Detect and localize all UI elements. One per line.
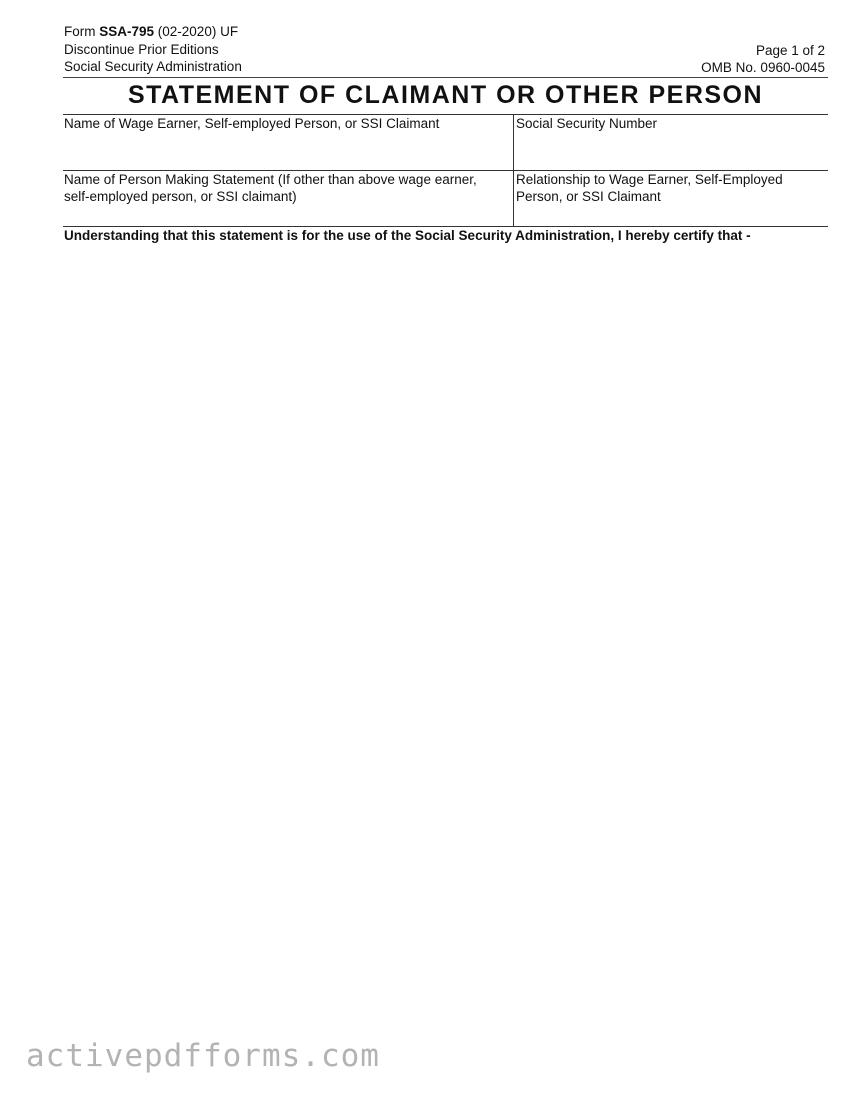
form-row-statement-maker [63,170,828,227]
form-revision: (02-2020) UF [154,24,239,39]
page-number: Page 1 of 2 [755,43,825,58]
relationship-field[interactable] [513,171,828,227]
wage-earner-name-field[interactable] [64,116,504,133]
ssn-label: Social Security Number [516,116,658,131]
header-divider [63,77,828,78]
omb-number: OMB No. 0960-0045 [701,60,825,75]
table-bottom-rule [63,226,828,227]
form-title: STATEMENT OF CLAIMANT OR OTHER PERSON [127,81,764,109]
form-header-right [701,42,825,76]
watermark: activepdfforms.com [26,1038,380,1074]
agency-name: Social Security Administration [64,59,242,74]
editions-note: Discontinue Prior Editions [64,41,219,57]
form-identifier [64,23,242,41]
wage-earner-name-label: Name of Wage Earner, Self-employed Person, or SSI Claimant [64,116,440,131]
certification-statement: Understanding that this statement is for the use of the Social Security Administration, I hereby certify that - [64,228,751,243]
person-making-statement-field[interactable] [64,172,504,205]
form-row-claimant [63,114,828,171]
form-number: SSA-795 [99,24,155,39]
ssn-field[interactable] [513,115,828,171]
form-prefix: Form [64,24,100,39]
form-header-left [64,23,242,76]
relationship-label: Relationship to Wage Earner, Self-Employed Person, or SSI Claimant [516,172,783,204]
person-making-statement-label: Name of Person Making Statement (If other than above wage earner, self-employed person, or SSI claimant) [64,172,477,204]
